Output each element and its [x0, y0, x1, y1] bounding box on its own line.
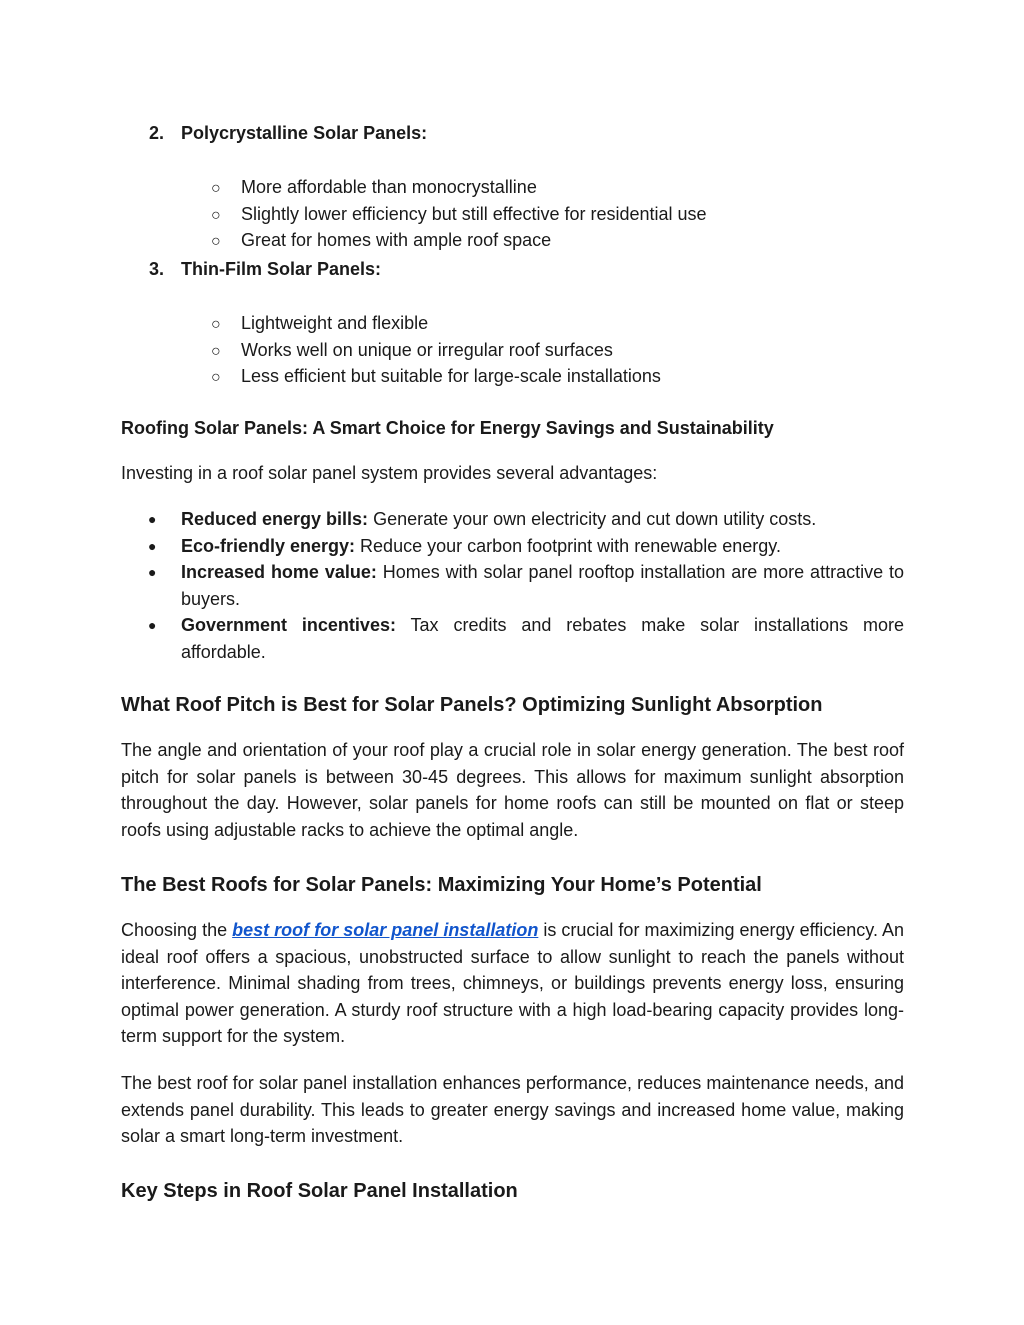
paragraph-text: Choosing the — [121, 920, 233, 940]
sub-list-item-text: Lightweight and flexible — [241, 313, 429, 333]
benefit-label: Government incentives: — [181, 615, 396, 635]
roof-pitch-paragraph: The angle and orientation of your roof play a crucial role in solar energy generation. The best roof pitch for solar panels is between 30-45 degrees. This allows for maximum sunlight absorption throughout the day. However, solar panels for home roofs can still be mounted on flat or steep roofs using adjustable racks to achieve the optimal angle. — [121, 740, 904, 840]
list-heading-title: Thin-Film Solar Panels: — [181, 259, 382, 279]
benefit-label: Reduced energy bills: — [181, 509, 369, 529]
best-roofs-paragraph-2: The best roof for solar panel installation enhances performance, reduces maintenance needs, and extends panel durability. This leads to greater energy savings and increased home value, making solar a smart long-term investment. — [121, 1073, 904, 1146]
hollow-bullet-icon: ○ — [211, 207, 221, 224]
benefit-item — [148, 533, 904, 560]
sub-list-item — [211, 203, 707, 227]
solid-bullet-icon: ● — [148, 564, 157, 580]
benefit-item — [148, 559, 904, 612]
hollow-bullet-icon: ○ — [211, 180, 221, 197]
section-heading-roofing: Roofing Solar Panels: A Smart Choice for Energy Savings and Sustainability — [121, 418, 774, 438]
list-heading-thin-film — [149, 258, 381, 280]
section-heading-key-steps: Key Steps in Roof Solar Panel Installation — [121, 1180, 518, 1202]
list-number: 2. — [149, 123, 165, 143]
sub-list-item-text: Works well on unique or irregular roof surfaces — [241, 340, 613, 360]
benefit-text: Tax credits and rebates make solar installations more affordable. — [181, 615, 905, 662]
solid-bullet-icon: ● — [148, 511, 157, 527]
sub-list-item — [211, 339, 613, 363]
sub-list-item — [211, 365, 661, 389]
sub-list-item-text: Less efficient but suitable for large-scale installations — [241, 366, 661, 386]
hollow-bullet-icon: ○ — [211, 233, 221, 250]
list-heading-title: Polycrystalline Solar Panels: — [181, 123, 428, 143]
sub-list-item — [211, 312, 428, 336]
section-heading-roof-pitch: What Roof Pitch is Best for Solar Panels? Optimizing Sunlight Absorption — [121, 694, 823, 716]
benefit-text: Reduce your carbon footprint with renewable energy. — [355, 535, 781, 556]
solid-bullet-icon: ● — [148, 537, 157, 554]
best-roofs-paragraph-1 — [121, 917, 904, 1050]
benefit-label: Increased home value: — [181, 562, 377, 582]
roofing-intro: Investing in a roof solar panel system provides several advantages: — [121, 463, 658, 483]
solid-bullet-icon: ● — [148, 617, 157, 633]
hollow-bullet-icon: ○ — [211, 316, 221, 333]
paragraph-text: is crucial for maximizing energy efficiency. An ideal roof offers a spacious, unobstructed surface to allow sunlight to reach the panels without interference. Minimal shading from trees, chimneys, or buildings prevents energy loss, ensuring optimal power generation. A sturdy roof structure with a high load-bearing capacity provides long-term support for the system. — [121, 920, 904, 1046]
sub-list-item — [211, 229, 551, 253]
hollow-bullet-icon: ○ — [211, 343, 221, 360]
benefit-item — [148, 506, 904, 533]
sub-list-item-text: Great for homes with ample roof space — [241, 230, 552, 250]
benefit-label: Eco-friendly energy: — [181, 535, 356, 556]
benefit-text: Homes with solar panel rooftop installation are more attractive to buyers. — [181, 562, 904, 609]
benefit-text: Generate your own electricity and cut down utility costs. — [368, 509, 817, 529]
hollow-bullet-icon: ○ — [211, 369, 221, 386]
sub-list-item — [211, 176, 537, 200]
list-heading-polycrystalline — [149, 122, 427, 144]
benefit-item — [148, 612, 904, 665]
sub-list-item-text: More affordable than monocrystalline — [241, 177, 537, 197]
list-number: 3. — [149, 259, 165, 279]
best-roof-link[interactable]: best roof for solar panel installation — [232, 920, 539, 940]
sub-list-item-text: Slightly lower efficiency but still effective for residential use — [241, 204, 707, 224]
benefits-list — [148, 506, 904, 665]
section-heading-best-roofs: The Best Roofs for Solar Panels: Maximizing Your Home’s Potential — [121, 874, 762, 896]
